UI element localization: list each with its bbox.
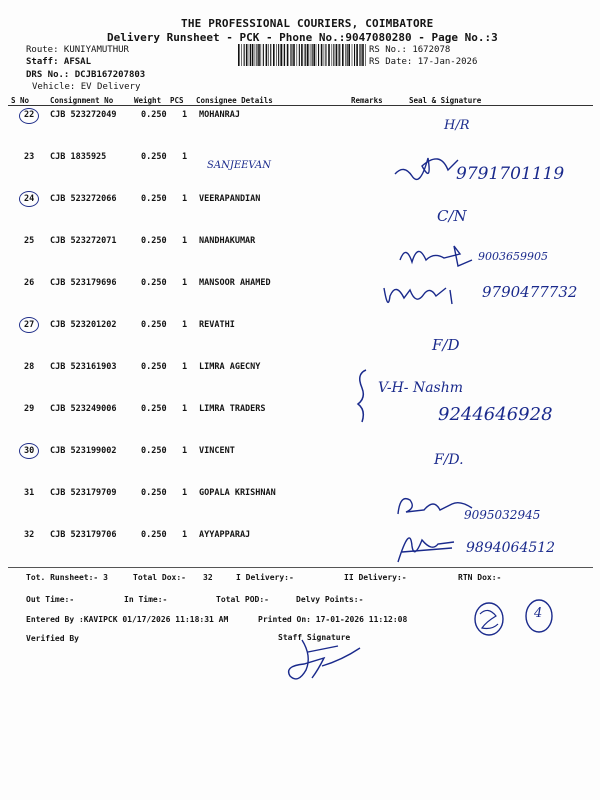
row-pieces: 1	[182, 488, 188, 498]
staff-label: Staff: AFSAL	[26, 57, 92, 67]
barcode-bar	[348, 44, 350, 66]
row-serial-number: 26	[24, 278, 35, 288]
barcode-bar	[283, 44, 284, 66]
row-pieces: 1	[182, 236, 188, 246]
company-title: THE PROFESSIONAL COURIERS, COIMBATORE	[181, 17, 434, 30]
header-rule	[8, 105, 593, 106]
row-weight: 0.250	[141, 152, 167, 162]
row-pieces: 1	[182, 110, 188, 120]
barcode-bar	[307, 44, 309, 66]
route-label: Route: KUNIYAMUTHUR	[26, 45, 129, 55]
row-consignee-name: REVATHI	[199, 320, 235, 330]
signature-23	[392, 144, 460, 190]
barcode-bar	[258, 44, 260, 66]
handwritten-phone-29: 9244646928	[438, 404, 553, 425]
row-weight: 0.250	[141, 320, 167, 330]
handwritten-phone-32: 9894064512	[466, 540, 556, 556]
barcode-bar	[345, 44, 346, 66]
row-consignee-name: AYYAPPARAJ	[199, 530, 251, 540]
runsheet-title: Delivery Runsheet - PCK - Phone No.:9047080280 - Page No.:3	[107, 31, 498, 44]
handwritten-fd-30: F/D.	[434, 452, 464, 468]
barcode-bar	[241, 44, 242, 66]
barcode-bar	[280, 44, 282, 66]
rs-number: RS No.: 1672078	[369, 45, 451, 55]
row-weight: 0.250	[141, 194, 167, 204]
row-consignee-name: LIMRA TRADERS	[199, 404, 266, 414]
circle-mark-30	[19, 443, 39, 459]
handwritten-name-29: V-H- Nashm	[378, 380, 464, 396]
total-dox-value: 32	[203, 573, 213, 582]
barcode-bar	[342, 44, 344, 66]
barcode-bar	[244, 44, 245, 66]
circle-mark-24	[19, 191, 39, 207]
circle-stamp-number: 4	[534, 606, 543, 621]
row-pieces: 1	[182, 194, 188, 204]
barcode-bar	[250, 44, 251, 66]
handwritten-phone-26: 9790477732	[482, 283, 578, 301]
barcode-bar	[313, 44, 315, 66]
printed-on: Printed On: 17-01-2026 11:12:08	[258, 615, 408, 624]
ii-delivery: II Delivery:-	[344, 573, 407, 582]
total-dox-label: Total Dox:-	[133, 573, 186, 582]
barcode-bar	[360, 44, 361, 66]
barcode-bar	[301, 44, 303, 66]
col-remarks: Remarks	[351, 96, 383, 105]
row-consignment-number: CJB 523249006	[50, 404, 117, 414]
barcode-bar	[290, 44, 291, 66]
barcode-bar	[278, 44, 279, 66]
col-sno: S No	[11, 96, 30, 105]
delvy-points: Delvy Points:-	[296, 595, 364, 604]
barcode-bar	[324, 44, 325, 66]
rs-date: RS Date: 17-Jan-2026	[369, 57, 478, 67]
row-serial-number: 22	[24, 110, 35, 120]
barcode-bar	[291, 44, 292, 66]
row-consignment-number: CJB 523179709	[50, 488, 117, 498]
signature-32	[392, 522, 472, 568]
row-weight: 0.250	[141, 446, 167, 456]
row-consignee-name: NANDHAKUMAR	[199, 236, 256, 246]
row-serial-number: 29	[24, 404, 35, 414]
row-pieces: 1	[182, 320, 188, 330]
barcode-bar	[347, 44, 348, 66]
handwritten-phone-25: 9003659905	[478, 250, 548, 263]
total-pod: Total POD:-	[216, 595, 269, 604]
barcode-bar	[238, 44, 240, 66]
vehicle-label: Vehicle: EV Delivery	[32, 82, 141, 92]
row-consignee-name: GOPALA KRISHNAN	[199, 488, 276, 498]
barcode-bar	[299, 44, 300, 66]
handwritten-phone-31: 9095032945	[464, 508, 541, 522]
barcode-bar	[263, 44, 264, 66]
barcode-bar	[255, 44, 256, 66]
row-pieces: 1	[182, 152, 188, 162]
barcode-bar	[270, 44, 271, 66]
rtn-dox: RTN Dox:-	[458, 573, 502, 582]
footer-rule	[8, 567, 593, 568]
row-serial-number: 31	[24, 488, 35, 498]
row-consignment-number: CJB 523272066	[50, 194, 117, 204]
in-time: In Time:-	[124, 595, 168, 604]
row-consignee-name: MOHANRAJ	[199, 110, 240, 120]
barcode-bar	[354, 44, 355, 66]
row-consignment-number: CJB 523179706	[50, 530, 117, 540]
out-time: Out Time:-	[26, 595, 75, 604]
row-weight: 0.250	[141, 530, 167, 540]
barcode-bar	[266, 44, 268, 66]
tot-runsheet: Tot. Runsheet:- 3	[26, 573, 108, 582]
barcode-bar	[246, 44, 248, 66]
stamp-mark	[472, 600, 506, 638]
barcode-bar	[249, 44, 250, 66]
barcode-image	[238, 44, 366, 66]
row-serial-number: 32	[24, 530, 35, 540]
handwritten-phone-23: 9791701119	[456, 164, 565, 184]
barcode-bar	[333, 44, 334, 66]
barcode-bar	[352, 44, 353, 66]
drs-number: DRS No.: DCJB167207803	[26, 70, 146, 80]
row-consignment-number: CJB 523199002	[50, 446, 117, 456]
barcode-bar	[365, 44, 366, 66]
barcode-bar	[359, 44, 360, 66]
row-weight: 0.250	[141, 404, 167, 414]
staff-signature-mark	[282, 636, 364, 686]
barcode-bar	[356, 44, 358, 66]
signature-26	[380, 278, 466, 316]
entered-by: Entered By :KAVIPCK 01/17/2026 11:18:31 AM	[26, 615, 229, 624]
barcode-bar	[268, 44, 269, 66]
row-serial-number: 27	[24, 320, 35, 330]
barcode-bar	[316, 44, 317, 66]
staff-signature-label: Staff Signature	[278, 633, 351, 642]
row-serial-number: 23	[24, 152, 35, 162]
handwritten-sanjeevan: SANJEEVAN	[207, 160, 271, 171]
row-pieces: 1	[182, 530, 188, 540]
row-consignment-number: CJB 523272071	[50, 236, 117, 246]
verified-by: Verified By	[26, 634, 79, 643]
col-weight: Weight	[134, 96, 162, 105]
handwritten-hr: H/R	[444, 118, 470, 133]
barcode-bar	[297, 44, 298, 66]
row-consignee-name: VEERAPANDIAN	[199, 194, 261, 204]
barcode-bar	[256, 44, 257, 66]
col-seal: Seal & Signature	[409, 96, 482, 105]
barcode-bar	[325, 44, 326, 66]
barcode-bar	[293, 44, 295, 66]
barcode-bar	[304, 44, 305, 66]
signature-25	[398, 238, 478, 270]
row-consignment-number: CJB 523161903	[50, 362, 117, 372]
row-weight: 0.250	[141, 488, 167, 498]
barcode-bar	[305, 44, 306, 66]
row-consignee-name: MANSOOR AHAMED	[199, 278, 271, 288]
barcode-bar	[261, 44, 262, 66]
col-pcs: PCS	[170, 96, 184, 105]
barcode-bar	[362, 44, 364, 66]
row-weight: 0.250	[141, 236, 167, 246]
i-delivery: I Delivery:-	[236, 573, 294, 582]
row-pieces: 1	[182, 362, 188, 372]
row-weight: 0.250	[141, 110, 167, 120]
barcode-bar	[310, 44, 311, 66]
barcode-bar	[284, 44, 285, 66]
handwritten-fd-27: F/D	[432, 336, 460, 354]
row-consignment-number: CJB 523272049	[50, 110, 117, 120]
row-consignment-number: CJB 1835925	[50, 152, 107, 162]
row-weight: 0.250	[141, 278, 167, 288]
barcode-bar	[336, 44, 338, 66]
barcode-bar	[287, 44, 289, 66]
handwritten-cn: C/N	[437, 207, 467, 225]
row-consignee-name: VINCENT	[199, 446, 235, 456]
barcode-bar	[318, 44, 319, 66]
barcode-bar	[312, 44, 313, 66]
row-serial-number: 30	[24, 446, 35, 456]
row-pieces: 1	[182, 446, 188, 456]
row-serial-number: 25	[24, 236, 35, 246]
row-serial-number: 28	[24, 362, 35, 372]
circle-mark-27	[19, 317, 39, 333]
row-consignee-name: LIMRA AGECNY	[199, 362, 261, 372]
row-pieces: 1	[182, 404, 188, 414]
row-weight: 0.250	[141, 362, 167, 372]
barcode-bar	[276, 44, 277, 66]
barcode-bar	[332, 44, 333, 66]
brace-29	[352, 368, 374, 428]
col-consignment: Consignment No	[50, 96, 114, 105]
barcode-bar	[339, 44, 340, 66]
row-pieces: 1	[182, 278, 188, 288]
barcode-bar	[321, 44, 323, 66]
row-serial-number: 24	[24, 194, 35, 204]
barcode-bar	[338, 44, 339, 66]
barcode-bar	[252, 44, 254, 66]
row-consignment-number: CJB 523201202	[50, 320, 117, 330]
circle-mark-22	[19, 108, 39, 124]
barcode-bar	[328, 44, 330, 66]
row-consignment-number: CJB 523179696	[50, 278, 117, 288]
col-consignee: Consignee Details	[196, 96, 273, 105]
barcode-bar	[273, 44, 275, 66]
